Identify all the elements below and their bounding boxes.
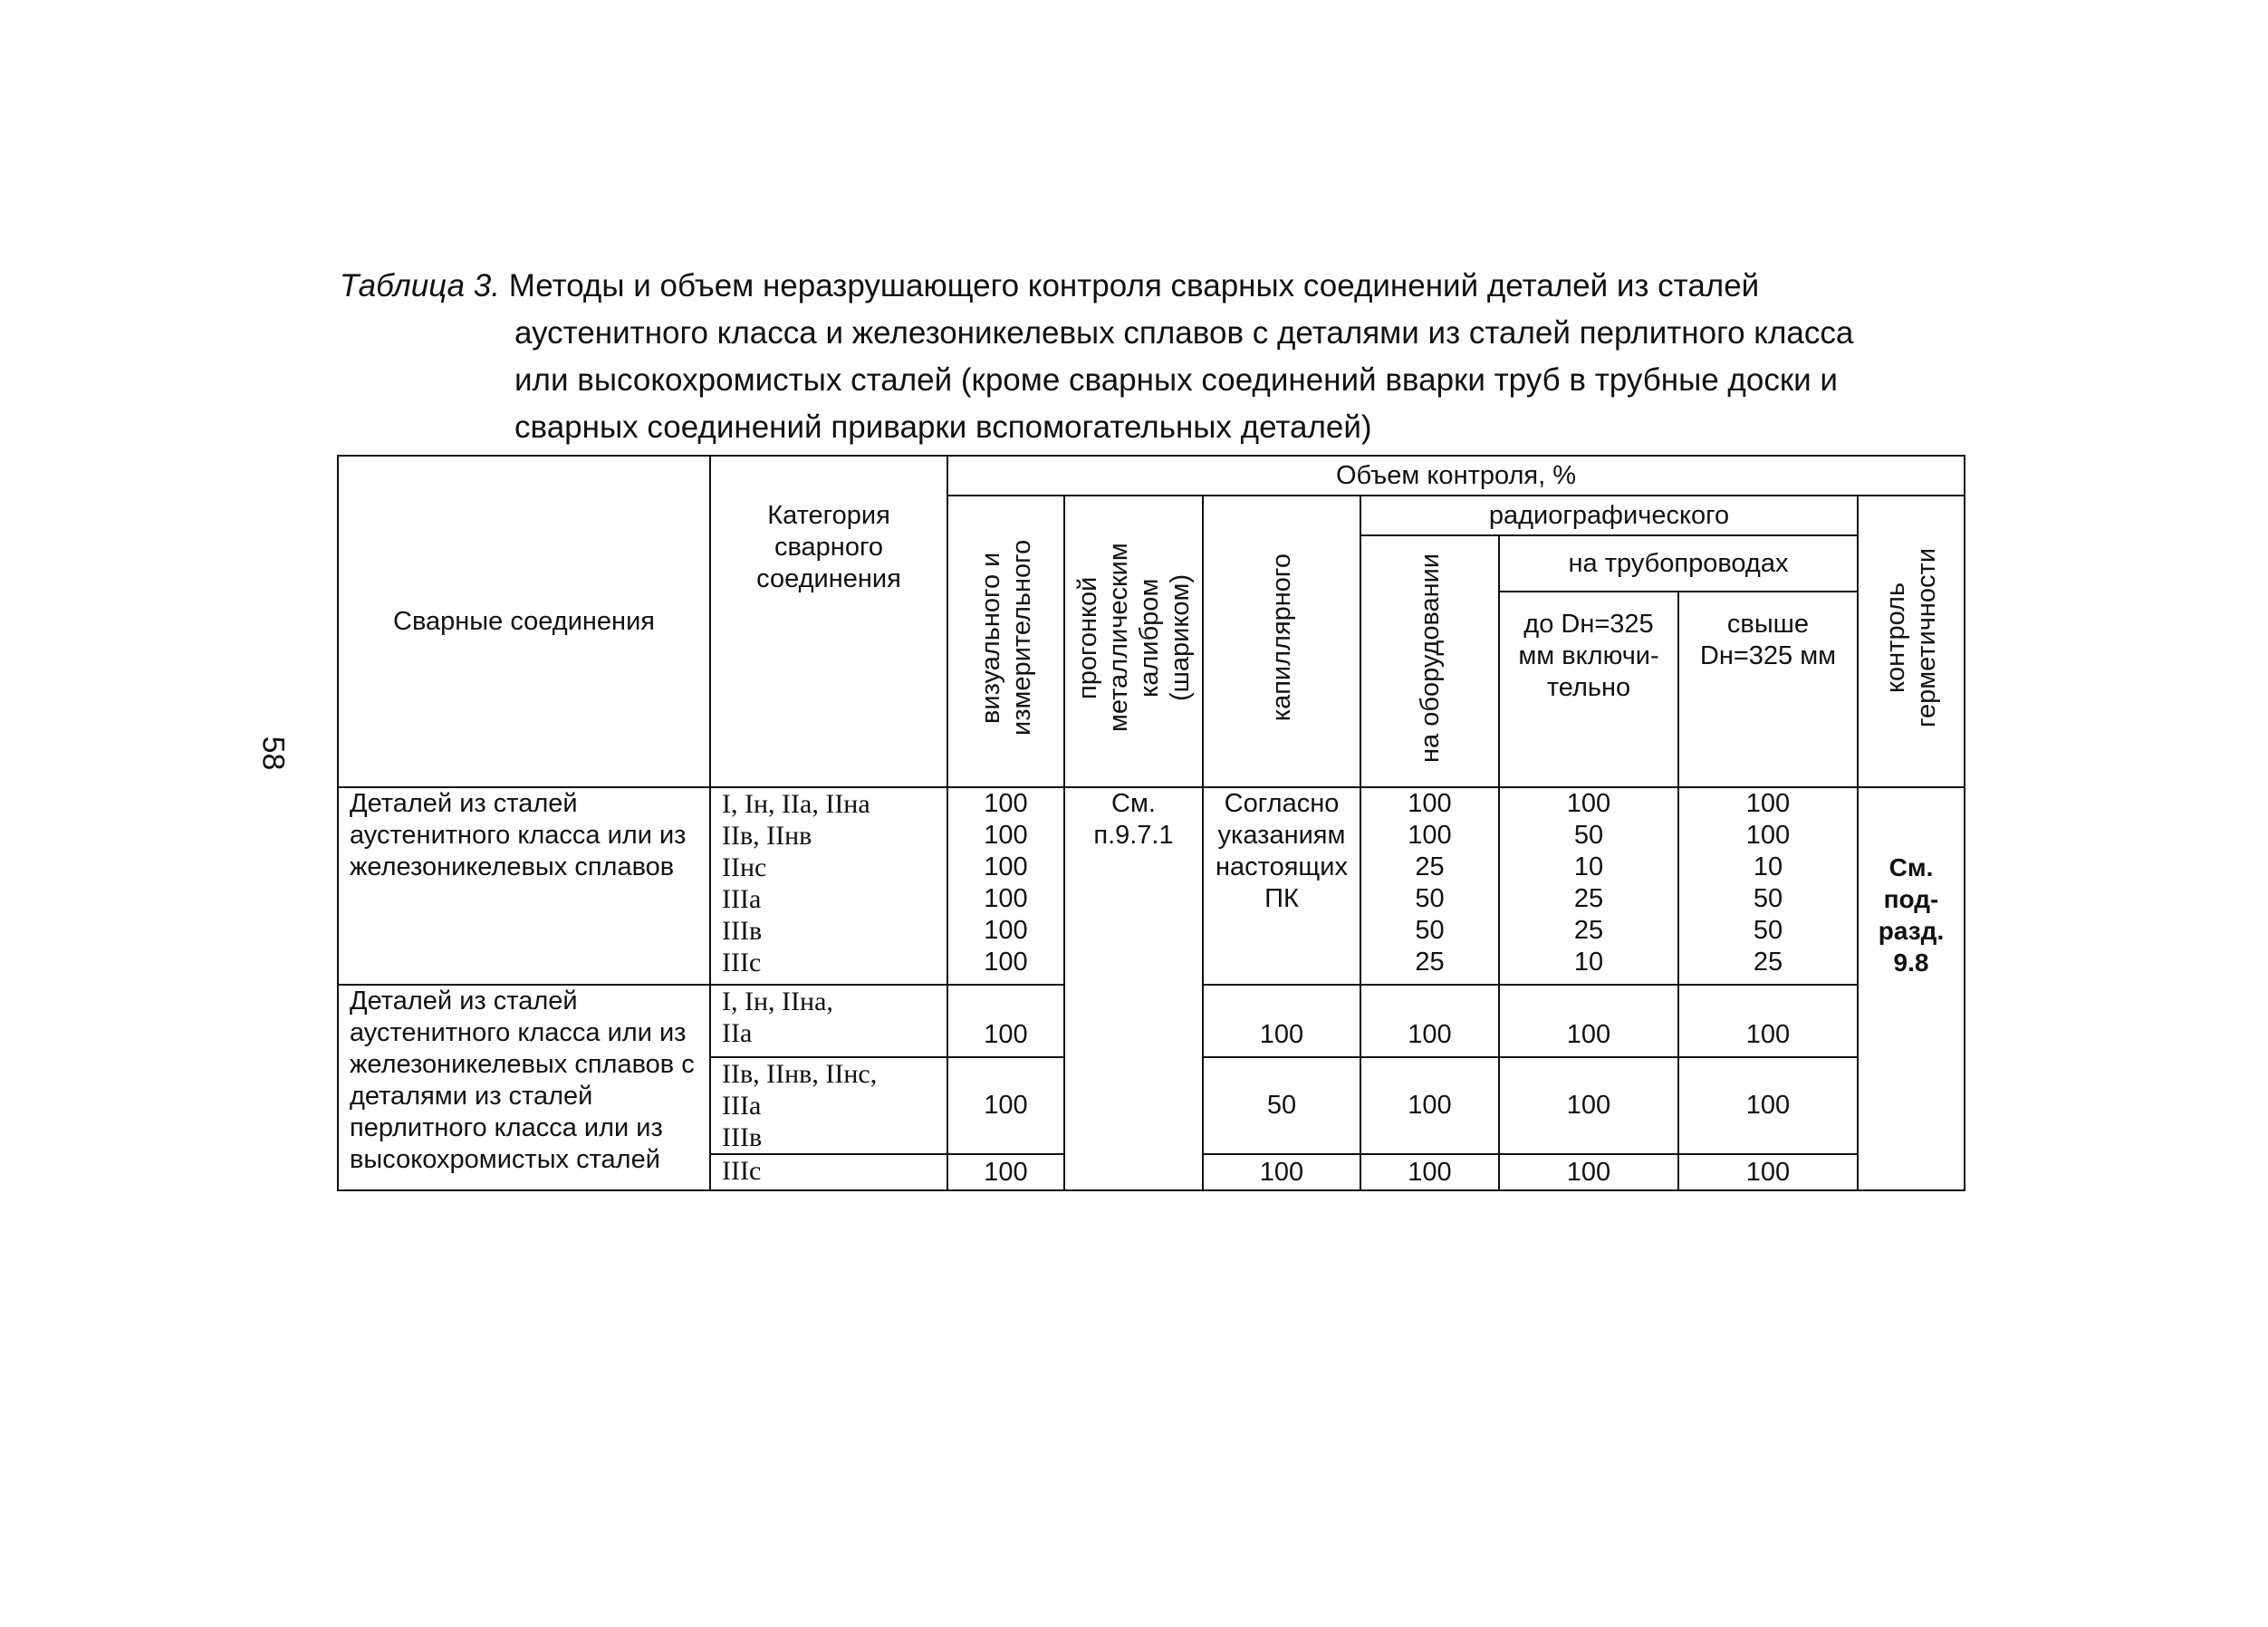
group2-row3-category: IIIс <box>710 1154 947 1190</box>
group1-categories: I, Iн, IIа, IIна IIв, IIнв IIнс IIIа IIIв IIIс <box>710 787 947 985</box>
header-volume: Объем контроля, % <box>947 456 1965 496</box>
group2-row2-category: IIв, IIнв, IIнс, IIIа IIIв <box>710 1057 947 1154</box>
group2-row3-capillary: 100 <box>1203 1154 1360 1190</box>
header-joints: Сварные соединения <box>338 456 710 787</box>
group1-up-to: 100 50 10 25 25 10 <box>1499 787 1678 985</box>
group2-row1-on-equipment: 100 <box>1360 985 1499 1057</box>
table-caption <box>340 263 1970 451</box>
group2-row3-above: 100 <box>1678 1154 1858 1190</box>
caption-line-3: или высокохромистых сталей (кроме сварных соединений вварки труб в трубные доски и <box>514 362 1838 398</box>
group2-row1-up-to: 100 <box>1499 985 1678 1057</box>
header-gauge: прогонкой металлическим калибром (шариком) <box>1064 496 1203 787</box>
header-on-equipment: на оборудовании <box>1360 535 1499 787</box>
group1-visual: 100 100 100 100 100 100 <box>947 787 1064 985</box>
group2-joints: Деталей из сталей аустенитного класса или из железоникелевых сплавов с деталями из сталей перлитного класса или из высокохромистых сталей <box>338 985 710 1190</box>
group2-row2-visual: 100 <box>947 1057 1064 1154</box>
group1-above: 100 100 10 50 50 25 <box>1678 787 1858 985</box>
group2-row2-on-equipment: 100 <box>1360 1057 1499 1154</box>
page-number: 58 <box>255 736 291 771</box>
header-capillary: капиллярного <box>1203 496 1360 787</box>
caption-line-1: Методы и объем неразрушающего контроля сварных соединений деталей из сталей <box>508 268 1760 303</box>
group1-on-equipment: 100 100 25 50 50 25 <box>1360 787 1499 985</box>
group2-row1-category: I, Iн, IIна, IIа <box>710 985 947 1057</box>
header-above: свыше Dн=325 мм <box>1678 592 1858 787</box>
header-on-pipelines: на трубопроводах <box>1499 535 1858 592</box>
group1-capillary: Согласно указаниям настоящих ПК <box>1203 787 1360 985</box>
group1-gauge: См. п.9.7.1 <box>1064 787 1203 1190</box>
header-visual: визуального и измерительного <box>947 496 1064 787</box>
group2-row1-visual: 100 <box>947 985 1064 1057</box>
group2-row1-above: 100 <box>1678 985 1858 1057</box>
header-leak: контроль герметичности <box>1858 496 1965 787</box>
group2-row1-capillary: 100 <box>1203 985 1360 1057</box>
caption-line-2: аустенитного класса и железоникелевых сплавов с деталями из сталей перлитного класса <box>514 315 1854 351</box>
group2-row3-up-to: 100 <box>1499 1154 1678 1190</box>
group2-row2-up-to: 100 <box>1499 1057 1678 1154</box>
group2-row3-visual: 100 <box>947 1154 1064 1190</box>
caption-label: Таблица 3. <box>340 268 500 303</box>
caption-line-4: сварных соединений приварки вспомогательных деталей) <box>514 409 1372 445</box>
group2-row3-on-equipment: 100 <box>1360 1154 1499 1190</box>
group2-row2-above: 100 <box>1678 1057 1858 1154</box>
control-table <box>337 455 1965 1191</box>
header-radiographic: радиографического <box>1360 496 1858 535</box>
header-category: Категория сварного соединения <box>710 456 947 787</box>
group2-row2-capillary: 50 <box>1203 1057 1360 1154</box>
group1-joints: Деталей из сталей аустенитного класса или из железоникелевых сплавов <box>338 787 710 985</box>
header-up-to: до Dн=325 мм включи-тельно <box>1499 592 1678 787</box>
group1-leak: См. под-разд. 9.8 <box>1858 787 1965 1190</box>
